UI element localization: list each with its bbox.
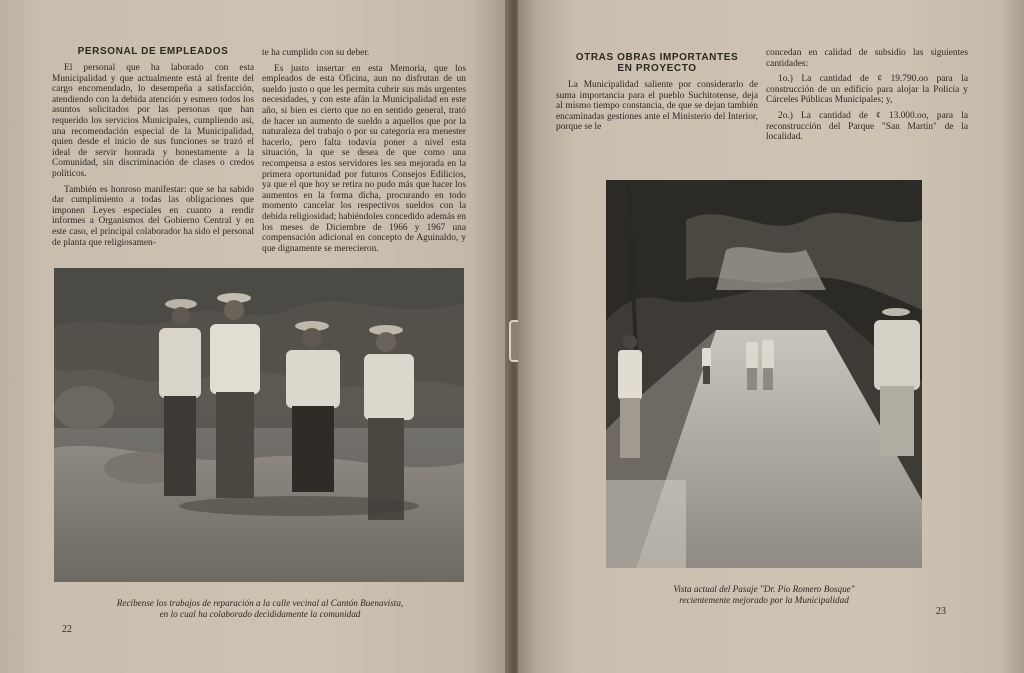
- left-caption-line-1: Recíbense los trabajos de reparación a la calle vecinal al Cantón Buenavista,: [116, 598, 404, 608]
- left-heading: PERSONAL DE EMPLEADOS: [77, 46, 229, 57]
- right-heading-line-2: EN PROYECTO: [617, 63, 697, 74]
- subsidy-item-1: 1o.) La cantidad de ¢ 19.790.oo para la construcción de un edificio para alojar la Policía y Cárceles Públicas Municipales; y,: [766, 74, 968, 106]
- street-photo: [606, 180, 922, 568]
- subsidy-item-2: 2o.) La cantidad de ¢ 13.000.oo, para la reconstrucción del Parque "San Martín" de la localidad.: [766, 110, 968, 143]
- right-paragraph-1: La Municipalidad saliente por considerarlo de suma importancia para el pueblo Suchitotense, deja al mismo tiempo constancia, de que se dejan también encaminadas gestiones ante el Ministerio del Interior, porque se le: [556, 80, 758, 133]
- right-page: [518, 0, 1024, 673]
- right-caption-line-1: Vista actual del Pasaje "Dr. Pío Romero Bosque": [673, 584, 855, 594]
- right-heading: [556, 52, 758, 74]
- street-illustration: [606, 180, 922, 568]
- left-caption-line-2: en lo cual ha colaborado decididamente la comunidad: [159, 609, 361, 619]
- left-column-2: [262, 48, 466, 259]
- right-page-number: 23: [936, 606, 946, 617]
- right-paragraph-2: concedan en calidad de subsidio las siguientes cantidades:: [766, 48, 968, 69]
- right-caption-line-2: recientemente mejorado por la Municipalidad: [679, 595, 849, 605]
- left-page-number: 22: [62, 624, 72, 635]
- left-photo-caption: [60, 598, 460, 620]
- road-workers-photo: [54, 268, 464, 582]
- left-paragraph-2: También es honroso manifestar: que se ha sabido dar cumplimiento a todas las obligaciones que imponen Leyes especiales en cuanto a rendir informes a Organismos del Gobierno Central y en este caso, el principal colaborador ha sido el personal de planta que religiosamen-: [52, 184, 254, 248]
- road-workers-illustration: [54, 268, 464, 582]
- right-column-2: [766, 48, 968, 148]
- left-column-1: [52, 46, 254, 253]
- right-heading-line-1: OTRAS OBRAS IMPORTANTES: [575, 52, 739, 63]
- right-photo-caption: [608, 584, 920, 606]
- left-paragraph-4: Es justo insertar en esta Memoria, que los empleados de esta Oficina, aun no disfrutan de un sueldo justo o que les permita cubrir sus más urgentes necesidades, y con este afán la Municipalidad en este año, si bien es cierto que no en sentido general, trató de hacer un aumento de sueldo a aquellos que por la naturaleza del trabajo o por su categoría era menester hacerlo, pero falta todavía poner a nivel esta situación, la que se desea de que como una recompensa a estos servidores les sea mejorada en la primera oportunidad por futuros Consejos Edilicios, ya que el que hoy se retira no pudo más que hacer los aumentos en la forma dicha, procurando en todo momento cancelar los respectivos sueldos con la debida religiosidad; habiéndoles concedido además en los meses de Diciembre de 1966 y 1967 una compensación adicional en concepto de Aguinaldo, y que dignamente se merecieron.: [262, 63, 466, 254]
- left-paragraph-1: El personal que ha laborado con esta Municipalidad y que actualmente está al frente del cargo encomendado, lo desempeña a satisfacción, atendiendo con la debida atención y esmero todos los asuntos solicitados por las personas que han requerido los servicios Municipales, cumpliendo así, una recomendación especial de la Municipalidad, quien desde el inicio de sus funciones se trazó el ideal de servir honrada y honestamente a la Comunidad, sin discriminación de clases o credos políticos.: [52, 63, 254, 179]
- right-column-1: [556, 52, 758, 138]
- left-paragraph-3: te ha cumplido con su deber.: [262, 48, 370, 58]
